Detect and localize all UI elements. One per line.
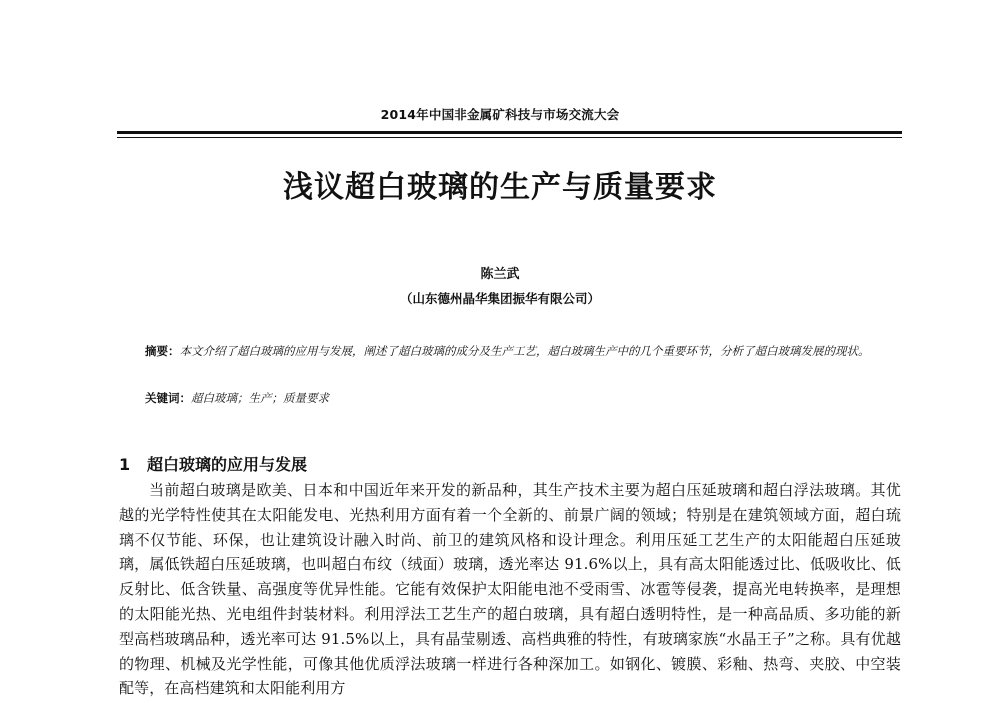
keywords-text: 超白玻璃；生产；质量要求 <box>191 391 329 405</box>
paper-title: 浅议超白玻璃的生产与质量要求 <box>283 170 717 205</box>
section-title: 超白玻璃的应用与发展 <box>147 455 308 474</box>
abstract <box>145 338 905 364</box>
body-paragraph: 当前超白玻璃是欧美、日本和中国近年来开发的新品种，其生产技术主要为超白压延玻璃和超白浮法玻璃。其优越的光学特性使其在太阳能发电、光热利用方面有着一个全新的、前景广阔的领域；特别是在建筑领域方面，超白琉璃不仅节能、环保，也让建筑设计融入时尚、前卫的建筑风格和设计理念。利用压延工艺生产的太阳能超白压延玻璃，属低铁超白压延玻璃，也叫超白布纹（绒面）玻璃，透光率达 91.6%以上，具有高太阳能透过比、低吸收比、低反射比、低含铁量、高强度等优异性能。它能有效保护太阳能电池不受雨雪、冰雹等侵袭，提高光电转换率，是理想的太阳能光热、光电组件封装材料。利用浮法工艺生产的超白玻璃，具有超白透明特性，是一种高品质、多功能的新型高档玻璃品种，透光率可达 91.5%以上，具有晶莹剔透、高档典雅的特性，有玻璃家族“水晶王子”之称。具有优越的物理、机械及光学性能，可像其他优质浮法玻璃一样进行各种深加工。如钢化、镀膜、彩釉、热弯、夹胶、中空装配等，在高档建筑和太阳能利用方 <box>119 481 901 698</box>
author-name: 陈兰武 <box>480 267 520 282</box>
keywords-label: 关键词： <box>145 391 191 405</box>
abstract-text: 本文介绍了超白玻璃的应用与发展，阐述了超白玻璃的成分及生产工艺，超白玻璃生产中的几个重要环节，分析了超白玻璃发展的现状。 <box>179 344 870 358</box>
header-rule-thick <box>117 131 902 134</box>
header-rule-thin <box>117 137 902 138</box>
section-number: 1 <box>119 455 131 474</box>
author-affiliation: （山东德州晶华集团振华有限公司） <box>399 291 600 306</box>
abstract-label: 摘要： <box>145 344 180 358</box>
section-heading <box>119 452 307 475</box>
running-header: 2014年中国非金属矿科技与市场交流大会 <box>380 107 620 122</box>
keywords <box>145 388 905 408</box>
